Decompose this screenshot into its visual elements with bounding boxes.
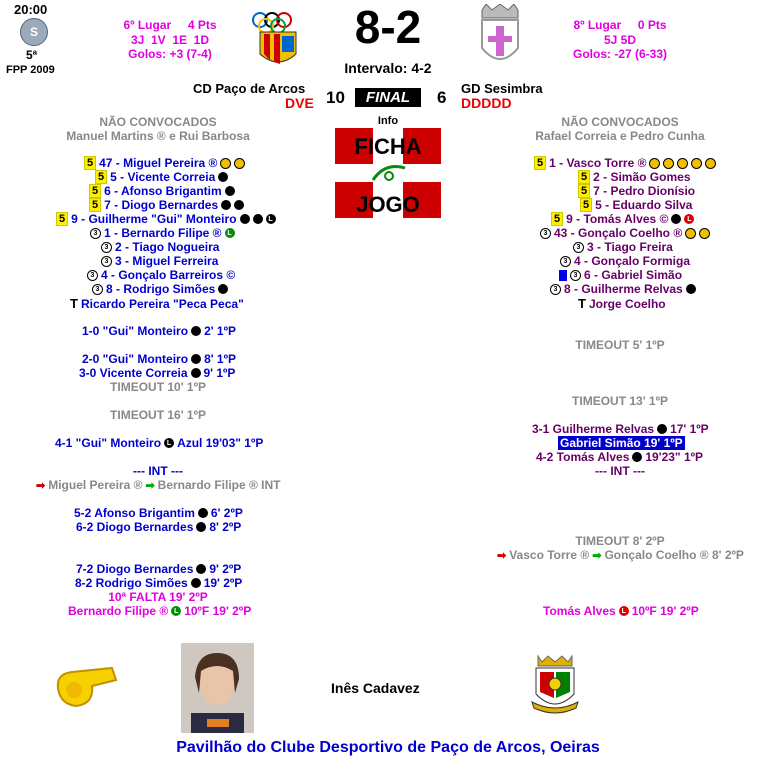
sub-in-arrow-icon: ➡: [592, 549, 602, 562]
home-coach[interactable]: [70, 296, 244, 311]
sub-badge-icon: 3: [101, 256, 112, 267]
away-not-called-title: NÃO CONVOCADOS: [561, 115, 679, 129]
yellow-card-icon: [234, 158, 245, 169]
player-name: 1 - Vasco Torre ®: [549, 156, 647, 170]
starter-badge: 5: [534, 156, 546, 170]
goal-ball-icon: [221, 200, 231, 210]
home-player-3[interactable]: [89, 184, 235, 198]
sub-out-name: Miguel Pereira ®: [48, 478, 143, 492]
away-player-6[interactable]: [540, 226, 710, 240]
home-fouls: 10: [326, 88, 345, 107]
home-player-8[interactable]: [101, 254, 218, 268]
goal-ball-icon: [632, 452, 642, 462]
home-player-5[interactable]: [56, 212, 276, 226]
goal-ball-icon: [225, 186, 235, 196]
yellow-card-icon: [705, 158, 716, 169]
sub-badge-icon: 3: [570, 270, 581, 281]
s17-logo-icon: S: [20, 18, 48, 46]
event-text: 6-2 Diogo Bernardes: [76, 520, 194, 534]
coach-name: Jorge Coelho: [588, 296, 666, 311]
sub-in-name: Gonçalo Coelho ® 8' 2ºP: [604, 548, 744, 562]
player-name: 3 - Tiago Freira: [587, 240, 673, 254]
away-highlighted-event: Gabriel Simão 19' 1ºP: [560, 436, 683, 450]
yellow-card-icon: [663, 158, 674, 169]
home-goals: Golos: +3 (7-4): [128, 47, 212, 61]
event-text: 2-0 "Gui" Monteiro: [82, 352, 189, 366]
goal-ball-icon: [191, 326, 201, 336]
away-standing: 8º Lugar 0 Pts: [573, 18, 667, 32]
away-player-1[interactable]: [534, 156, 716, 170]
yellow-card-icon: [677, 158, 688, 169]
ficha-top-text: FICHA: [354, 134, 422, 159]
home-standing: 6º Lugar 4 Pts: [123, 18, 217, 32]
starter-badge: 5: [551, 212, 563, 226]
home-player-6[interactable]: [90, 226, 235, 240]
goal-ball-icon: [191, 578, 201, 588]
goal-ball-icon: [218, 172, 228, 182]
home-not-called-title: NÃO CONVOCADOS: [99, 115, 217, 129]
home-event-goal-5: [74, 506, 243, 520]
away-player-8[interactable]: [560, 254, 690, 268]
starter-badge: 5: [580, 198, 592, 212]
goal-ball-icon: [218, 284, 228, 294]
goal-ball-icon: [686, 284, 696, 294]
starter-badge: 5: [95, 170, 107, 184]
goal-ball-icon: [657, 424, 667, 434]
player-name: 4 - Gonçalo Formiga: [574, 254, 691, 268]
home-player-10[interactable]: [92, 282, 228, 296]
green-card-icon: L: [225, 228, 235, 238]
whistle-icon: [52, 660, 122, 710]
sub-badge-icon: 3: [560, 256, 571, 267]
event-text: 7-2 Diogo Bernardes: [76, 562, 194, 576]
away-record: 5J 5D: [603, 33, 637, 47]
sub-badge-icon: 3: [540, 228, 551, 239]
yellow-card-icon: [649, 158, 660, 169]
event-time: 6' 2ºP: [210, 506, 243, 520]
sub-badge-icon: 3: [573, 242, 584, 253]
starter-badge: 5: [578, 170, 590, 184]
yellow-card-icon: [685, 228, 696, 239]
home-timeout-1: TIMEOUT 10' 1ºP: [110, 380, 206, 394]
player-name: 2 - Tiago Nogueira: [115, 240, 220, 254]
home-player-2[interactable]: [95, 170, 228, 184]
player-name: 6 - Afonso Brigantim: [104, 184, 222, 198]
event-text: 4-1 "Gui" Monteiro: [55, 436, 162, 450]
yellow-card-icon: [699, 228, 710, 239]
home-interval: --- INT ---: [133, 464, 183, 478]
away-player-3[interactable]: [578, 184, 695, 198]
home-substitution: [36, 478, 281, 492]
player-name: 4 - Gonçalo Barreiros ©: [101, 268, 236, 282]
match-status: FINAL: [355, 88, 421, 107]
blue-card-icon: L: [266, 214, 276, 224]
event-text: 8-2 Rodrigo Simões: [75, 576, 188, 590]
goal-ball-icon: [191, 354, 201, 364]
coach-icon: T: [70, 296, 78, 311]
player-name: 6 - Gabriel Simão: [584, 268, 683, 282]
starter-badge: 5: [56, 212, 68, 226]
goal-ball-icon: [191, 368, 201, 378]
sub-badge-icon: 3: [101, 242, 112, 253]
away-player-9[interactable]: [559, 268, 682, 282]
home-record: 3J 1V 1E 1D: [130, 33, 210, 47]
goal-ball-icon: [234, 200, 244, 210]
yellow-card-icon: [220, 158, 231, 169]
event-time: 19'23" 1ºP: [645, 450, 704, 464]
home-event-goal-1: [82, 324, 236, 338]
player-name: 8 - Rodrigo Simões: [106, 282, 216, 296]
home-event-goal-7: [76, 562, 241, 576]
red-card-icon: L: [619, 606, 629, 616]
home-event-goal-2: [82, 352, 236, 366]
round-rank: 5ª: [26, 48, 38, 62]
home-event-goal-6: [76, 520, 241, 534]
goal-ball-icon: [196, 564, 206, 574]
home-timeout-2: TIMEOUT 16' 1ºP: [110, 408, 206, 422]
player-name: 9 - Tomás Alves ©: [566, 212, 669, 226]
home-player-7[interactable]: [101, 240, 219, 254]
home-tenth-foul: 10ª FALTA 19' 2ºP: [108, 590, 208, 604]
home-event-goal-8: [75, 576, 242, 590]
away-player-5[interactable]: [551, 212, 694, 226]
home-team-name: CD Paço de Arcos: [193, 81, 306, 96]
coach-icon: T: [578, 296, 586, 311]
referee-name: Inês Cadavez: [331, 680, 420, 696]
away-timeout-3: TIMEOUT 8' 2ºP: [575, 534, 665, 548]
starter-badge: 5: [84, 156, 96, 170]
player-name: 8 - Guilherme Relvas: [564, 282, 683, 296]
away-event-goal-2: [536, 450, 703, 464]
event-text: 3-1 Guilherme Relvas: [532, 422, 655, 436]
starter-badge: 5: [89, 198, 101, 212]
event-time: 9' 2ºP: [209, 562, 242, 576]
competition: FPP 2009: [6, 64, 55, 76]
sub-in-name: Bernardo Filipe ® INT: [157, 478, 281, 492]
yellow-card-icon: [691, 158, 702, 169]
event-time: 17' 1ºP: [670, 422, 709, 436]
away-player-2[interactable]: [578, 170, 691, 184]
away-team-crest-icon: [474, 4, 526, 72]
sub-badge-icon: 3: [87, 270, 98, 281]
home-player-9[interactable]: [87, 268, 235, 282]
away-timeout-2: TIMEOUT 13' 1ºP: [572, 394, 668, 408]
home-form: DVE: [285, 95, 314, 111]
green-card-icon: L: [171, 606, 181, 616]
venue-name: Pavilhão do Clube Desportivo de Paço de Arcos, Oeiras: [176, 739, 600, 756]
event-text: Bernardo Filipe ®: [68, 604, 169, 618]
oeiras-crest-icon: [528, 654, 582, 718]
blue-card-icon: L: [164, 438, 174, 448]
home-event-foul: [68, 604, 251, 618]
ficha-bottom-text: JOGO: [356, 192, 420, 217]
coach-name: Ricardo Pereira "Peca Peca": [80, 296, 244, 311]
event-time: 8' 1ºP: [204, 352, 236, 366]
goal-ball-icon: [240, 214, 250, 224]
goalkeeper-shirt-icon: [559, 270, 567, 281]
info-label[interactable]: Info: [377, 115, 399, 127]
home-team-crest-icon: [248, 4, 310, 70]
away-team-name: GD Sesimbra: [461, 81, 543, 96]
away-player-4[interactable]: [580, 198, 692, 212]
goal-ball-icon: [198, 508, 208, 518]
player-name: 5 - Eduardo Silva: [595, 198, 693, 212]
player-name: 1 - Bernardo Filipe ®: [104, 226, 222, 240]
event-time: Azul 19'03" 1ºP: [177, 436, 264, 450]
player-name: 7 - Pedro Dionísio: [593, 184, 696, 198]
home-player-4[interactable]: [89, 198, 244, 212]
event-text: Tomás Alves: [543, 604, 616, 618]
ficha-jogo-logo[interactable]: [335, 128, 441, 218]
sub-badge-icon: 3: [90, 228, 101, 239]
event-time: 10ºF 19' 2ºP: [184, 604, 252, 618]
event-time: 19' 2ºP: [203, 576, 243, 590]
away-not-called-names: Rafael Correia e Pedro Cunha: [535, 129, 705, 143]
ficha-swoosh-icon: [369, 162, 409, 186]
sub-badge-icon: 3: [92, 284, 103, 295]
referee-photo: [181, 643, 254, 733]
player-name: 43 - Gonçalo Coelho ®: [554, 226, 683, 240]
event-time: 2' 1ºP: [204, 324, 236, 338]
away-player-7[interactable]: [573, 240, 673, 254]
halftime-score: Intervalo: 4-2: [344, 60, 432, 76]
sub-out-name: Vasco Torre ®: [509, 548, 590, 562]
away-coach[interactable]: [578, 296, 666, 311]
away-event-goal-1: [532, 422, 709, 436]
sub-badge-icon: 3: [550, 284, 561, 295]
final-score: 8-2: [354, 1, 422, 53]
away-event-foul: [543, 604, 699, 618]
goal-ball-icon: [671, 214, 681, 224]
starter-badge: 5: [89, 184, 101, 198]
player-name: 47 - Miguel Pereira ®: [99, 156, 218, 170]
event-text: 5-2 Afonso Brigantim: [74, 506, 195, 520]
event-text: 1-0 "Gui" Monteiro: [82, 324, 189, 338]
player-name: 7 - Diogo Bernardes: [104, 198, 219, 212]
sub-out-arrow-icon: ➡: [497, 549, 507, 562]
away-timeout-1: TIMEOUT 5' 1ºP: [575, 338, 665, 352]
player-name: 2 - Simão Gomes: [593, 170, 691, 184]
starter-badge: 5: [578, 184, 590, 198]
event-time: 8' 2ºP: [209, 520, 242, 534]
sub-in-arrow-icon: ➡: [145, 479, 155, 492]
goal-ball-icon: [196, 522, 206, 532]
away-substitution: [497, 548, 744, 562]
match-time: 20:00: [14, 2, 48, 17]
away-form: DDDDD: [461, 95, 512, 111]
home-event-goal-4: [55, 436, 263, 450]
sub-out-arrow-icon: ➡: [36, 479, 46, 492]
home-event-goal-3: [79, 366, 235, 380]
player-name: 5 - Vicente Correia: [110, 170, 216, 184]
home-not-called-names: Manuel Martins ® e Rui Barbosa: [66, 129, 250, 143]
away-fouls: 6: [437, 88, 447, 107]
event-time: 9' 1ºP: [203, 366, 236, 380]
goal-ball-icon: [253, 214, 263, 224]
away-interval: --- INT ---: [595, 464, 645, 478]
event-text: 3-0 Vicente Correia: [79, 366, 188, 380]
event-time: 10ºF 19' 2ºP: [631, 604, 699, 618]
away-player-10[interactable]: [550, 282, 696, 296]
event-text: 4-2 Tomás Alves: [536, 450, 630, 464]
away-goals: Golos: -27 (6-33): [572, 47, 668, 61]
home-player-1[interactable]: [84, 156, 245, 170]
red-card-icon: L: [684, 214, 694, 224]
player-name: 9 - Guilherme "Gui" Monteiro: [71, 212, 237, 226]
player-name: 3 - Miguel Ferreira: [115, 254, 219, 268]
